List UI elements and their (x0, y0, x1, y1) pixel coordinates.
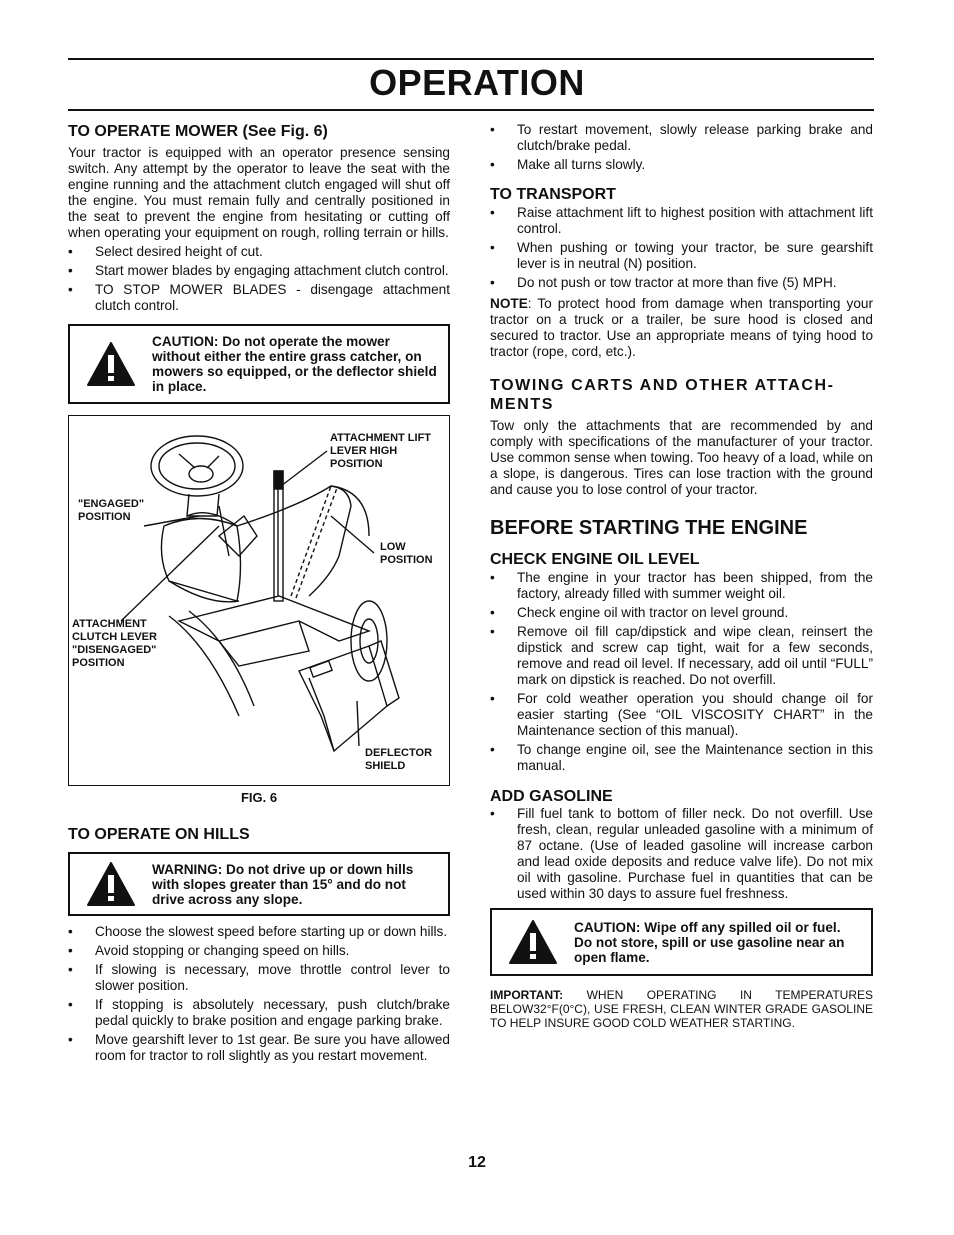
caution-text: CAUTION: Wipe off any spilled oil or fuel. Do not store, spill or use gasoline near an open flame. (574, 919, 845, 965)
towing-heading: TOWING CARTS AND OTHER ATTACH-MENTS (490, 377, 835, 413)
list-item: • Remove oil fill cap/dipstick and wipe clean, reinsert the dipstick and screw cap tight, wait for a few seconds, remove and read oil level. If necessary, add oil until “FULL” mark on dipstick is reached. Do not overfill. (490, 624, 873, 688)
continued-bullets (490, 122, 873, 173)
list-item: • TO STOP MOWER BLADES - disengage attachment clutch control. (68, 282, 450, 314)
list-item: • Fill fuel tank to bottom of filler neck. Do not overfill. Use fresh, clean, regular unleaded gasoline with a minimum of 87 octane. (Use of leaded gasoline will increase carbon and lead oxide deposits and reduce valve life). Do not mix oil with gasoline. Purchase fuel in quantities that can be used within 30 days to assure fuel freshness. (490, 806, 873, 902)
warning-triangle-icon (70, 341, 152, 387)
list-item: • To change engine oil, see the Maintenance section in this manual. (490, 742, 873, 774)
caution-box-fuel (490, 908, 873, 976)
mower-bullets (68, 244, 450, 314)
transport-note (490, 296, 873, 360)
warning-triangle-icon (70, 861, 152, 907)
list-item: • Make all turns slowly. (490, 157, 873, 173)
important-label: IMPORTANT: (490, 988, 564, 1002)
list-item: • Check engine oil with tractor on level ground. (490, 605, 873, 621)
important-text: WHEN OPERATING IN TEMPERATURES BELOW32°F(0°C), USE FRESH, CLEAN WINTER GRADE GASOLINE TO HELP INSURE GOOD COLD WEATHER STARTING. (490, 988, 873, 1030)
label-lift-high: ATTACHMENT LIFT LEVER HIGH POSITION (330, 432, 432, 470)
right-column (490, 122, 873, 1030)
mower-body: Your tractor is equipped with an operator presence sensing switch. Any attempt by the operator to leave the seat with the engine running and the attachment clutch engaged will shut off the engine. You must remain fully and centrally positioned in the seat to prevent the engine from hesitating or cutting off when operating your equipment on rough, rolling terrain or hills. (68, 145, 450, 240)
list-item: • Start mower blades by engaging attachment clutch control. (68, 263, 450, 279)
important-note (490, 988, 873, 1030)
list-item: • Raise attachment lift to highest position with attachment lift control. (490, 205, 873, 237)
list-item: • Select desired height of cut. (68, 244, 450, 260)
label-low: LOW POSITION (380, 541, 433, 566)
tractor-illustration (69, 416, 449, 785)
top-rule (68, 58, 874, 60)
oil-bullets (490, 570, 873, 774)
title-underline (68, 109, 874, 111)
warning-triangle-icon (492, 919, 574, 965)
note-text: : To protect hood from damage when transporting your tractor on a truck or a trailer, be sure hood is closed and secured to tractor. Use an appropriate means of tying hood to tractor (rope, cord, etc.). (490, 296, 873, 359)
warning-text: WARNING: Do not drive up or down hills with slopes greater than 15° and do not drive across any slope. (152, 861, 414, 907)
figure-caption: FIG. 6 (240, 790, 278, 805)
oil-heading: CHECK ENGINE OIL LEVEL (490, 551, 700, 568)
label-deflector: DEFLECTOR SHIELD (365, 747, 433, 772)
list-item: • Avoid stopping or changing speed on hills. (68, 943, 450, 959)
page-title: OPERATION (369, 62, 585, 103)
list-item: • For cold weather operation you should change oil for easier starting (See “OIL VISCOSITY CHART” in the Maintenance section of this manual). (490, 691, 873, 739)
hills-bullets (68, 924, 450, 1064)
note-label: NOTE (490, 296, 528, 311)
list-item: • Move gearshift lever to 1st gear. Be sure you have allowed room for tractor to roll slightly as you restart movement. (68, 1032, 450, 1064)
mower-heading: TO OPERATE MOWER (See Fig. 6) (68, 123, 328, 140)
page-number: 12 (468, 1154, 486, 1171)
list-item: • When pushing or towing your tractor, be sure gearshift lever is in neutral (N) position. (490, 240, 873, 272)
hills-heading: TO OPERATE ON HILLS (68, 826, 250, 843)
list-item: • Choose the slowest speed before starting up or down hills. (68, 924, 450, 940)
caution-text: CAUTION: Do not operate the mower without either the entire grass catcher, on mowers so equipped, or the deflector shield in place. (152, 334, 437, 394)
left-column (68, 122, 450, 1067)
warning-box-hills (68, 852, 450, 916)
list-item: • Do not push or tow tractor at more than five (5) MPH. (490, 275, 873, 291)
caution-box-mower (68, 324, 450, 404)
towing-body: Tow only the attachments that are recommended by and comply with specifications of the manufacturer of your tractor. Use common sense when towing. Too heavy of a load, while on a slope, is dangerous. Tires can lose traction with the ground and cause you to lose control of your tractor. (490, 418, 873, 497)
gasoline-bullets (490, 806, 873, 902)
label-engaged: "ENGAGED" POSITION (78, 498, 145, 523)
list-item: • If slowing is necessary, move throttle control lever to slower position. (68, 962, 450, 994)
figure-6 (68, 415, 450, 786)
before-starting-heading: BEFORE STARTING THE ENGINE (490, 517, 808, 539)
label-clutch: ATTACHMENT CLUTCH LEVER "DISENGAGED" POSITION (72, 618, 157, 669)
list-item: • The engine in your tractor has been shipped, from the factory, already filled with summer weight oil. (490, 570, 873, 602)
gasoline-heading: ADD GASOLINE (490, 788, 613, 805)
transport-bullets (490, 205, 873, 291)
transport-heading: TO TRANSPORT (490, 186, 616, 203)
list-item: • To restart movement, slowly release parking brake and clutch/brake pedal. (490, 122, 873, 154)
list-item: • If stopping is absolutely necessary, push clutch/brake pedal quickly to brake position and engage parking brake. (68, 997, 450, 1029)
